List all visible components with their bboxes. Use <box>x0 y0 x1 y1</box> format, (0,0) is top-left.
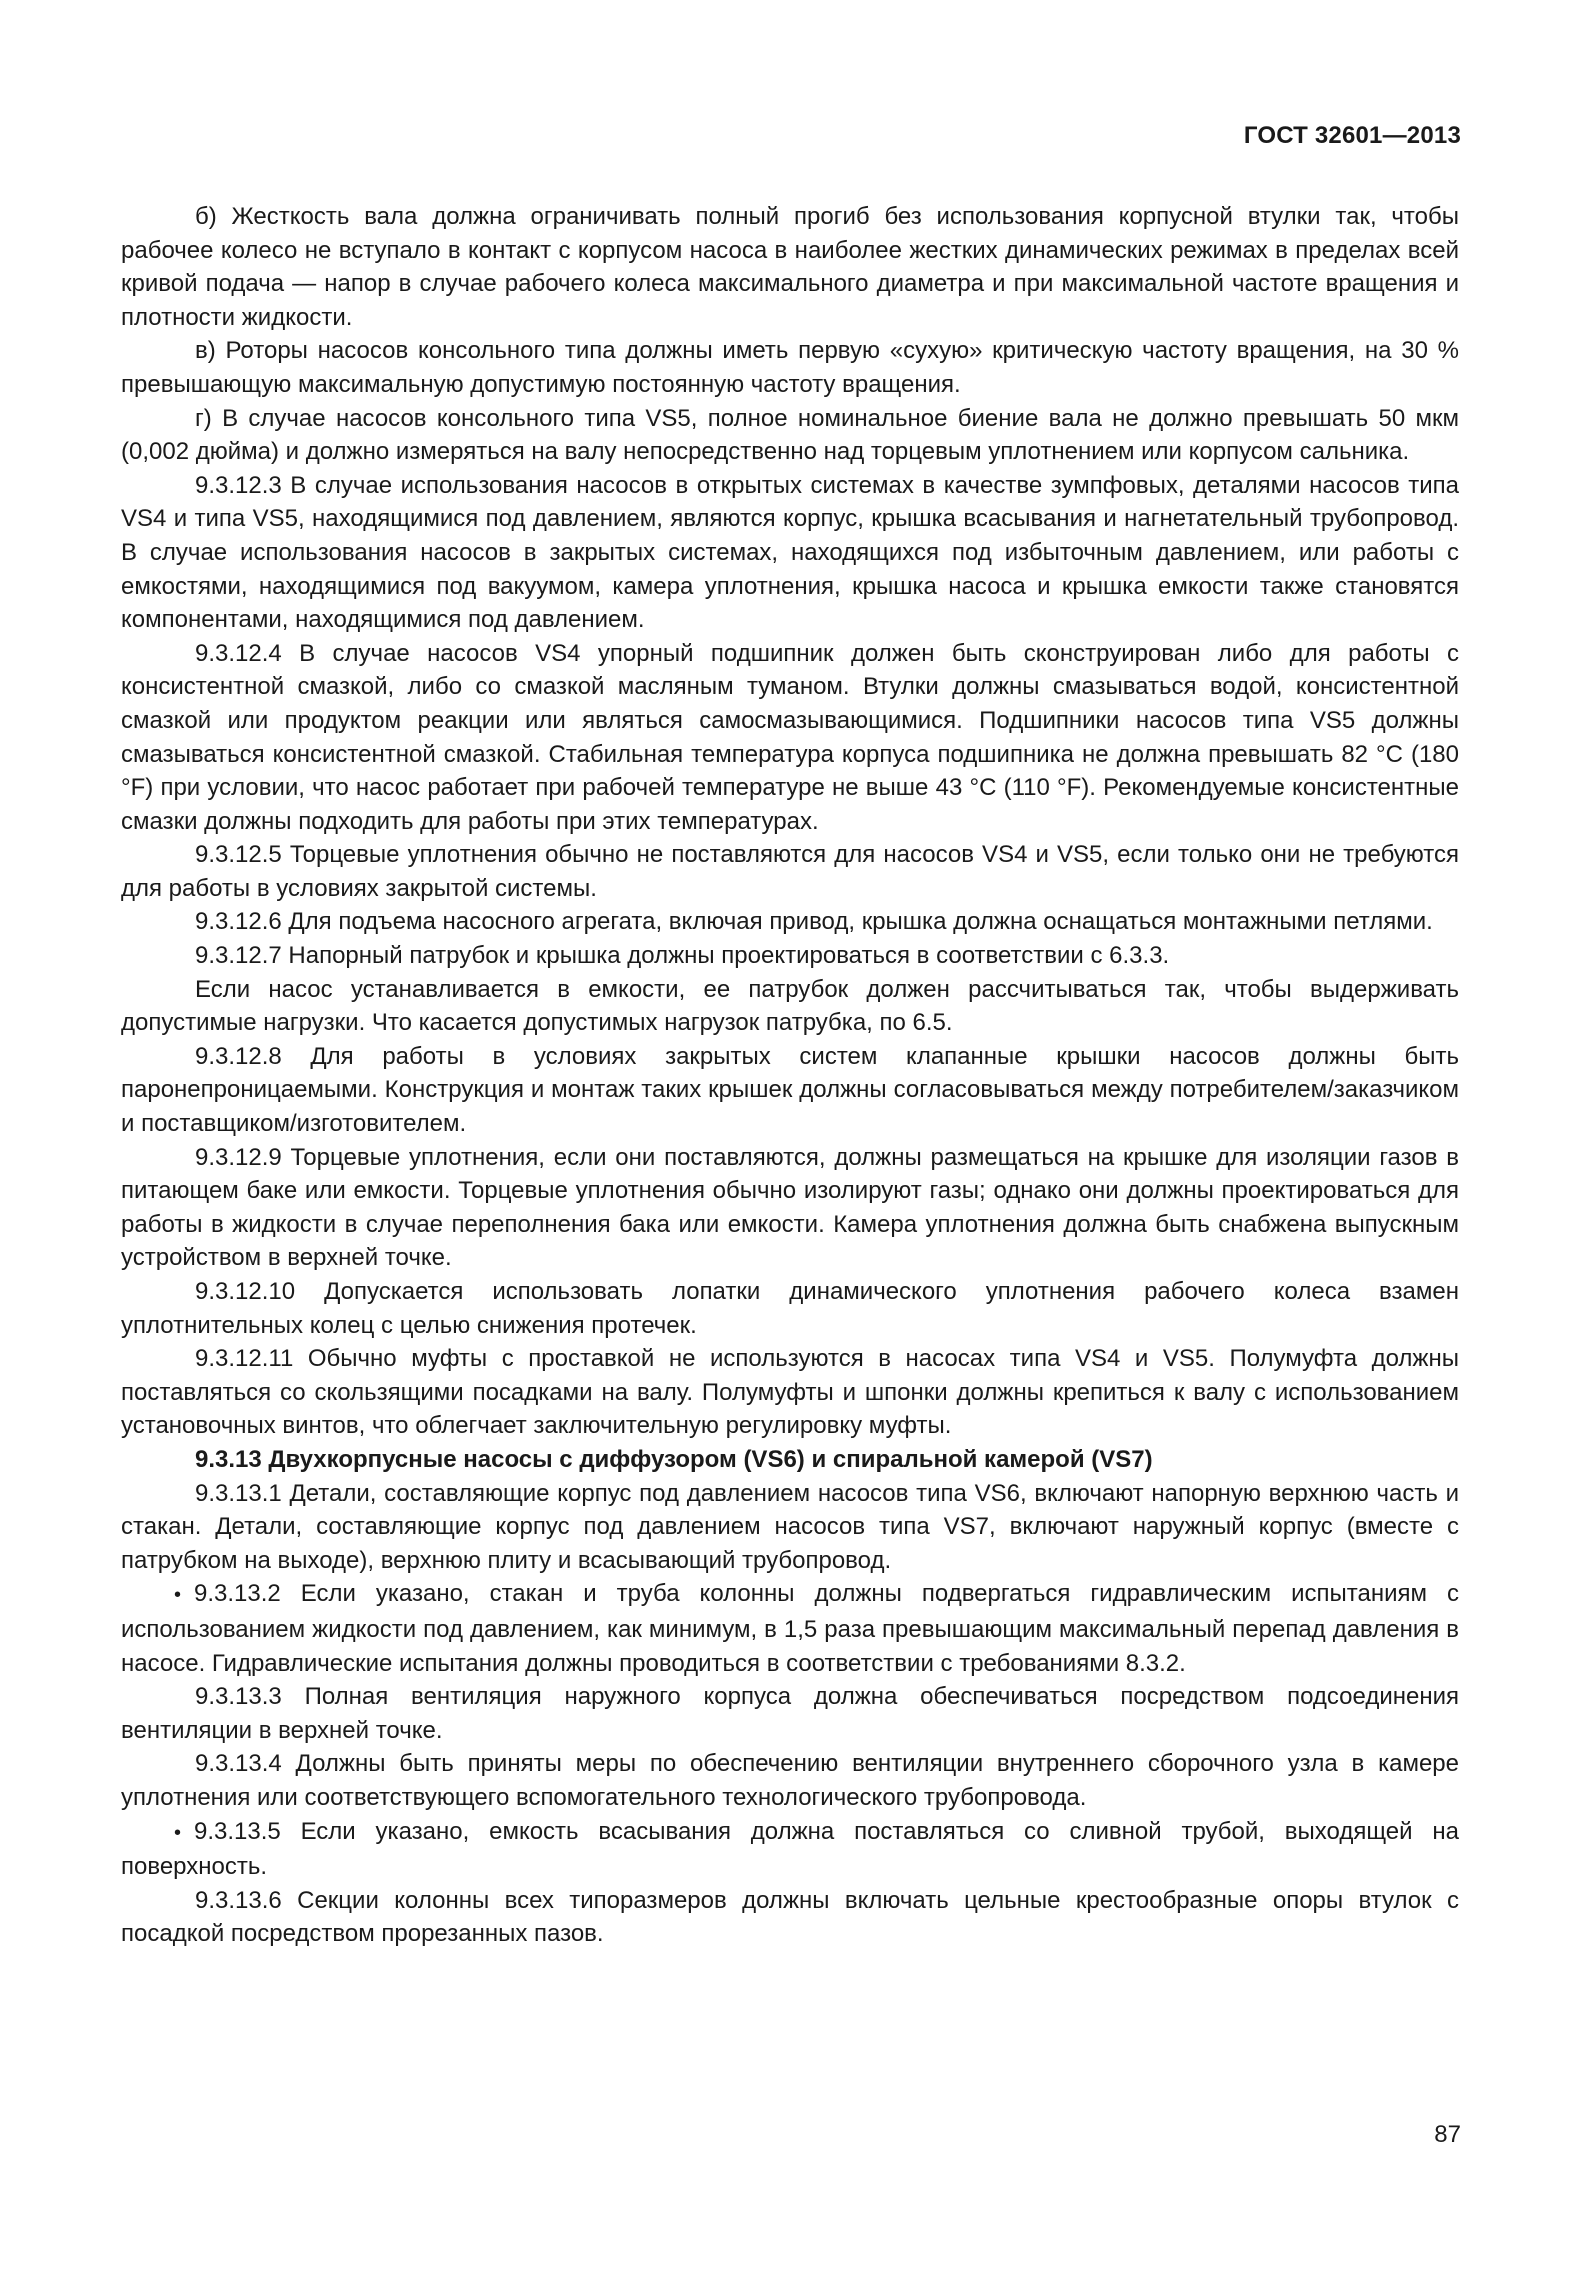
bullet-paragraph <box>121 1577 1459 1680</box>
bullet-text: 9.3.13.5 Если указано, емкость всасывания должна поставляться со сливной трубой, выходящей на поверхность. <box>121 1817 1459 1881</box>
paragraph: 9.3.12.8 Для работы в условиях закрытых систем клапанные крышки насосов должны быть паронепроницаемыми. Конструкция и монтаж таких крышек должны согласовываться между потребителем/заказчиком и поставщиком/изготовителем. <box>121 1042 1459 1138</box>
paragraph: 9.3.12.10 Допускается использовать лопатки динамического уплотнения рабочего колеса взамен уплотнительных колец с целью снижения протечек. <box>121 1278 1459 1339</box>
paragraph: 9.3.12.7 Напорный патрубок и крышка должны проектироваться в соответствии с 6.3.3. <box>195 942 1170 970</box>
paragraph: 9.3.13.1 Детали, составляющие корпус под давлением насосов типа VS6, включают напорную верхнюю часть и стакан. Детали, составляющие корпус под давлением насосов типа VS7, включают наружный корпус (вместе с патрубком на выходе), верхнюю плиту и всасывающий трубопровод. <box>121 1479 1459 1574</box>
paragraph: 9.3.13.6 Секции колонны всех типоразмеров должны включать цельные крестообразные опоры втулок с посадкой посредством прорезанных пазов. <box>121 1886 1459 1948</box>
paragraph: б) Жесткость вала должна ограничивать полный прогиб без использования корпусной втулки так, чтобы рабочее колесо не вступало в контакт с корпусом насоса в наиболее жестких динамических режимах в пределах всей кривой подача — напор в случае рабочего колеса максимального диаметра и при максимальной частоте вращения и плотности жидкости. <box>121 203 1459 331</box>
document-body <box>121 200 1459 1951</box>
bullet-icon: • <box>174 1821 182 1844</box>
paragraph: 9.3.12.11 Обычно муфты с проставкой не используются в насосах типа VS4 и VS5. Полумуфта должны поставляться со скользящими посадками на валу. Полумуфты и шпонки должны крепиться к валу с использованием установочных винтов, что облегчает заключительную регулировку муфты. <box>121 1345 1459 1440</box>
section-heading: 9.3.13 Двухкорпусные насосы с диффузором (VS6) и спиральной камерой (VS7) <box>195 1445 1153 1473</box>
bullet-paragraph <box>121 1815 1459 1884</box>
paragraph: 9.3.12.4 В случае насосов VS4 упорный подшипник должен быть сконструирован либо для работы с консистентной смазкой, либо со смазкой масляным туманом. Втулки должны смазываться водой, консистентной смазкой или продуктом реакции или являться самосмазывающимися. Подшипники насосов типа VS5 должны смазываться консистентной смазкой. Стабильная температура корпуса подшипника не должна превышать 82 °С (180 °F) при условии, что насос работает при рабочей температуре не выше 43 °С (110 °F). Рекомендуемые консистентные смазки должны подходить для работы при этих температурах. <box>121 639 1459 835</box>
paragraph: Если насос устанавливается в емкости, ее патрубок должен рассчитываться так, чтобы выдерживать допустимые нагрузки. Что касается допустимых нагрузок патрубка, по 6.5. <box>121 975 1459 1037</box>
bullet-icon: • <box>174 1584 182 1607</box>
paragraph: в) Роторы насосов консольного типа должны иметь первую «сухую» критическую частоту вращения, на 30 % превышающую максимальную допустимую постоянную частоту вращения. <box>121 337 1459 398</box>
paragraph: 9.3.12.3 В случае использования насосов в открытых системах в качестве зумпфовых, деталями насосов типа VS4 и типа VS5, находящимися под давлением, являются корпус, крышка всасывания и нагнетательный трубопровод. В случае использования насосов в закрытых системах, находящихся под избыточным давлением, или работы с емкостями, находящимися под вакуумом, камера уплотнения, крышка насоса и крышка емкости также становятся компонентами, находящимися под давлением. <box>121 471 1459 634</box>
paragraph: 9.3.12.5 Торцевые уплотнения обычно не поставляются для насосов VS4 и VS5, если только они не требуются для работы в условиях закрытой системы. <box>121 841 1459 902</box>
paragraph: 9.3.12.6 Для подъема насосного агрегата, включая привод, крышка должна оснащаться монтажными петлями. <box>195 908 1433 936</box>
bullet-text: 9.3.13.2 Если указано, стакан и труба колонны должны подвергаться гидравлическим испытаниям с использованием жидкости под давлением, как минимум, в 1,5 раза превышающим максимальный перепад давления в насосе. Гидравлические испытания должны проводиться в соответствии с требованиями 8.3.2. <box>121 1580 1459 1677</box>
paragraph: 9.3.13.4 Должны быть приняты меры по обеспечению вентиляции внутреннего сборочного узла в камере уплотнения или соответствующего вспомогательного технологического трубопровода. <box>121 1750 1459 1811</box>
document-code-header: ГОСТ 32601—2013 <box>1243 122 1461 149</box>
paragraph: г) В случае насосов консольного типа VS5, полное номинальное биение вала не должно превышать 50 мкм (0,002 дюйма) и должно измеряться на валу непосредственно над торцевым уплотнением или корпусом сальника. <box>121 404 1459 466</box>
paragraph: 9.3.13.3 Полная вентиляция наружного корпуса должна обеспечиваться посредством подсоединения вентиляции в верхней точке. <box>121 1683 1459 1744</box>
page-number: 87 <box>1434 2121 1461 2148</box>
paragraph: 9.3.12.9 Торцевые уплотнения, если они поставляются, должны размещаться на крышке для изоляции газов в питающем баке или емкости. Торцевые уплотнения обычно изолируют газы; однако они должны проектироваться для работы в жидкости в случае переполнения бака или емкости. Камера уплотнения должна быть снабжена выпускным устройством в верхней точке. <box>121 1143 1459 1272</box>
